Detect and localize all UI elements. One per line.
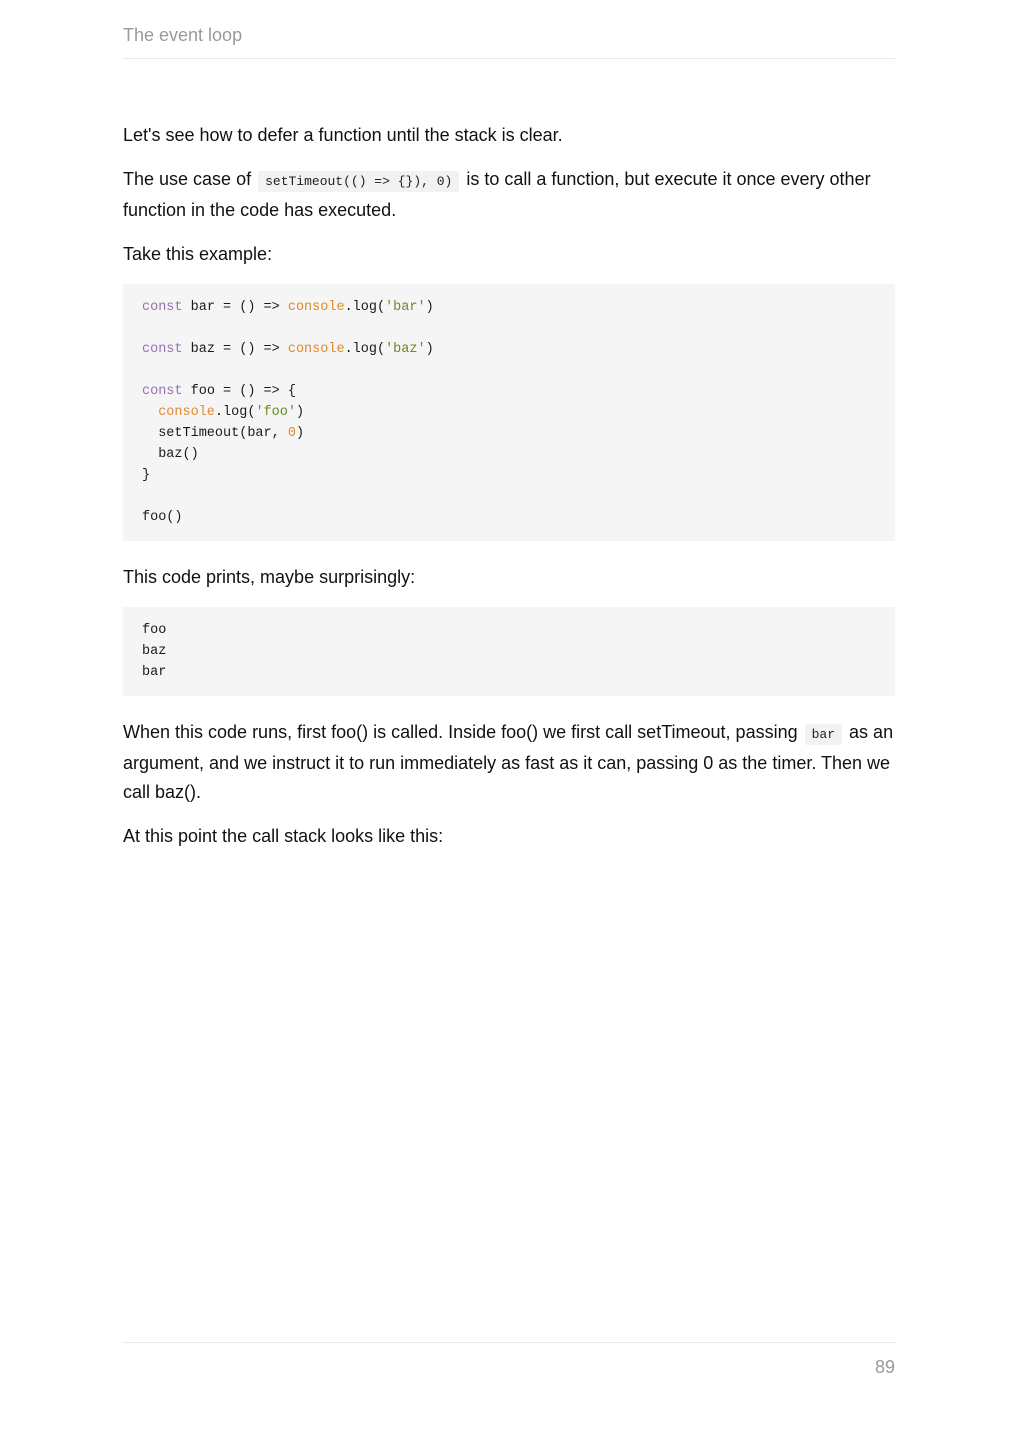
code-keyword: const (142, 384, 183, 399)
code-line-blank (142, 360, 876, 381)
code-example-block (123, 284, 895, 541)
code-string: 'bar' (385, 300, 426, 315)
book-page (123, 0, 895, 1440)
code-keyword: const (142, 342, 183, 357)
code-line (142, 402, 876, 423)
code-text: ) (295, 426, 305, 441)
code-text: ) (295, 405, 305, 420)
paragraph-text: The use case of (123, 169, 252, 189)
paragraph-output-intro: This code prints, maybe surprisingly: (123, 567, 416, 587)
code-text: baz = () => (182, 342, 288, 357)
code-string: 'baz' (385, 342, 426, 357)
code-object: console (287, 300, 345, 315)
page-number: 89 (874, 1357, 895, 1377)
output-block (123, 607, 895, 696)
code-object: console (158, 405, 215, 420)
code-line (142, 297, 876, 318)
code-number: 0 (287, 426, 296, 441)
code-text: setTimeout(bar, (142, 426, 288, 441)
code-string: 'foo' (255, 405, 296, 420)
code-line (142, 423, 876, 444)
code-indent (142, 405, 158, 420)
running-header: The event loop (123, 25, 243, 45)
code-text: .log( (344, 342, 386, 357)
code-text: ) (425, 342, 434, 357)
paragraph-text: When this code runs, first foo() is called. Inside foo() we first call setTimeout, passing (123, 722, 798, 742)
code-line (142, 339, 876, 360)
output-line: baz (142, 644, 167, 659)
paragraph-explanation (123, 718, 895, 807)
code-line-blank (142, 318, 876, 339)
footer-divider (123, 1342, 895, 1343)
paragraph-call-stack: At this point the call stack looks like this: (123, 826, 444, 846)
output-line: bar (142, 665, 167, 680)
code-keyword: const (142, 300, 183, 315)
code-text: .log( (214, 405, 256, 420)
header-divider (123, 58, 895, 59)
code-object: console (287, 342, 345, 357)
code-text: foo = () => { (182, 384, 296, 399)
paragraph-intro: Let's see how to defer a function until the stack is clear. (123, 125, 563, 145)
code-line: baz() (142, 447, 199, 462)
code-line (142, 381, 876, 402)
code-text: bar = () => (182, 300, 288, 315)
paragraph-use-case (123, 165, 895, 225)
code-line: foo() (142, 510, 183, 525)
inline-code-settimeout: setTimeout(() => {}), 0) (258, 171, 459, 192)
inline-code-bar: bar (805, 724, 842, 745)
code-line-blank (142, 486, 876, 507)
code-text: ) (425, 300, 434, 315)
paragraph-text: as an argument, and we instruct it to run immediately as fast as it can, passing 0 as the timer. Then we call baz(). (123, 722, 894, 802)
paragraph-text: is to call a function, but execute it once every other function in the code has executed. (123, 169, 871, 220)
page-content (123, 121, 895, 866)
code-line: } (142, 468, 151, 483)
output-line: foo (142, 623, 167, 638)
paragraph-example-intro: Take this example: (123, 244, 273, 264)
code-text: .log( (344, 300, 386, 315)
